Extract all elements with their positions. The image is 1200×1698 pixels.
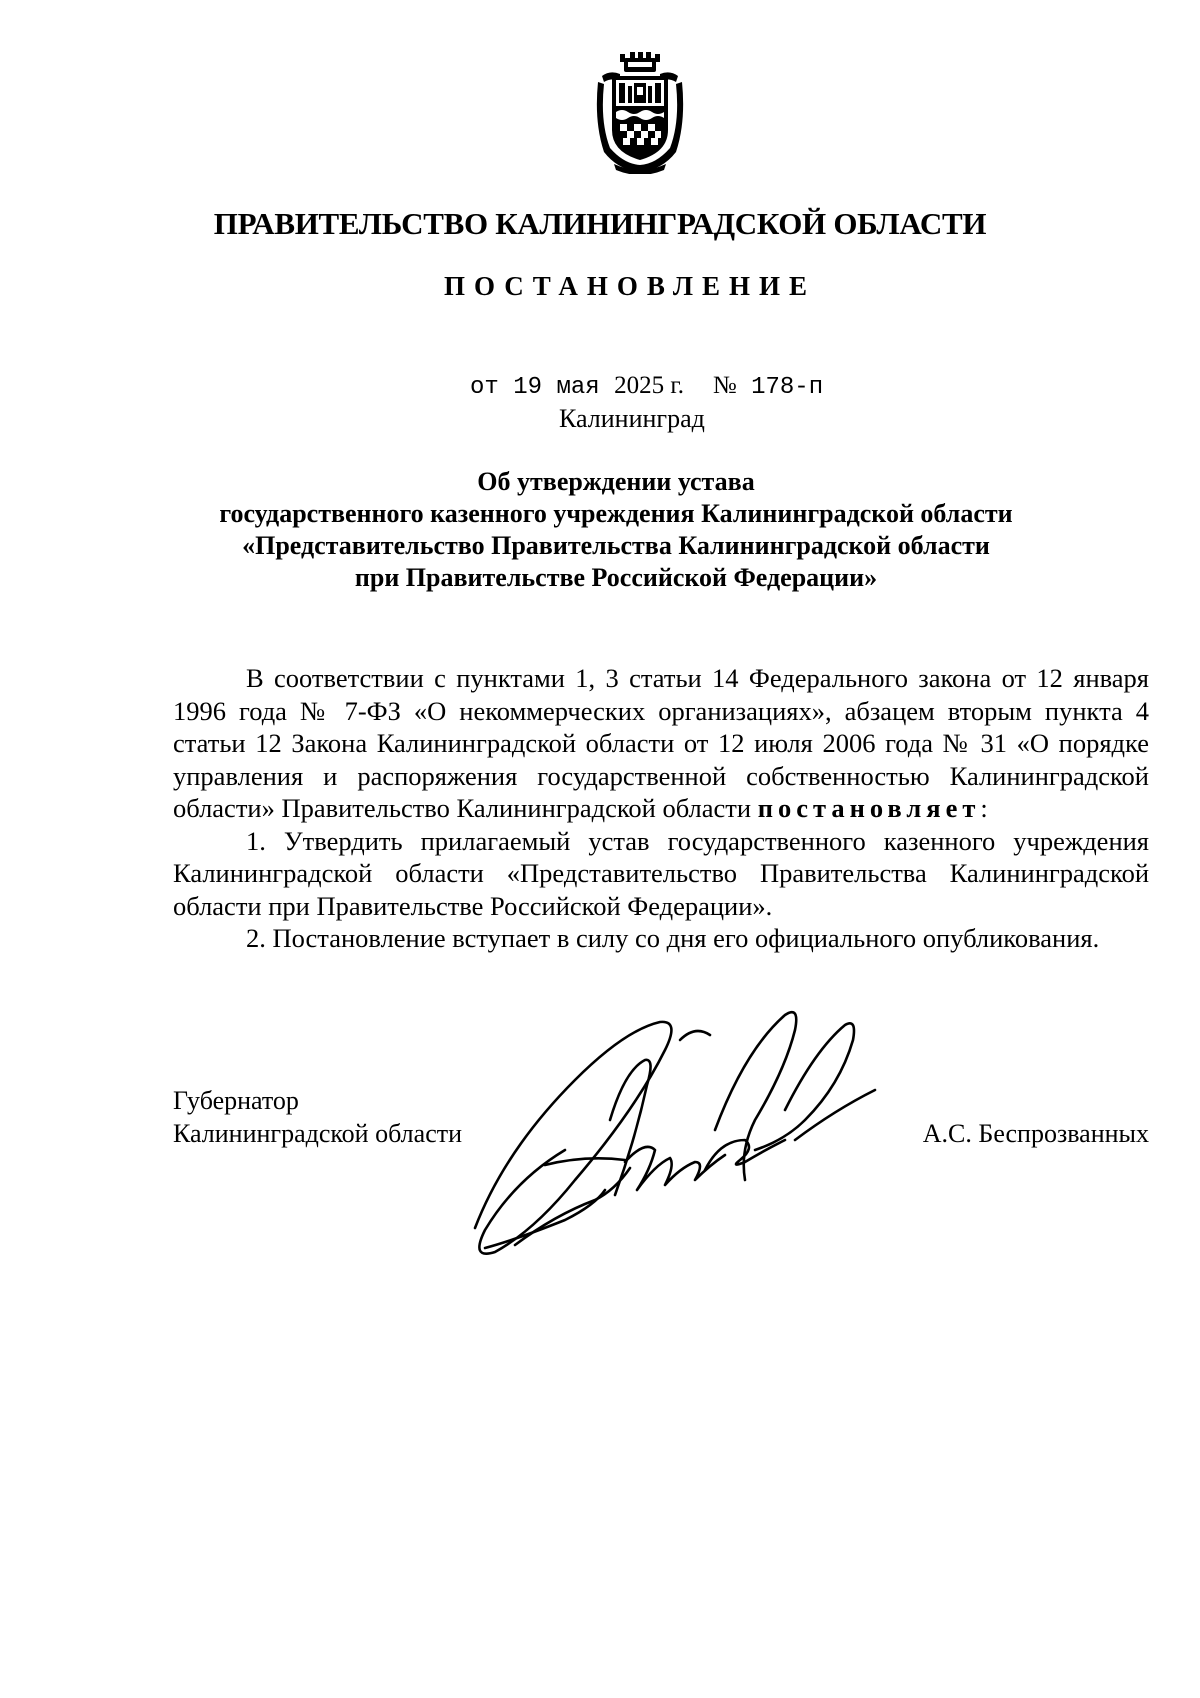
date-month: мая	[556, 374, 600, 401]
resolves-word: постановляет	[757, 793, 981, 823]
date-prefix: от	[470, 374, 499, 401]
date-day: 19	[513, 374, 543, 401]
resolution-item-2: 2. Постановление вступает в силу со дня его официального опубликования.	[246, 923, 1100, 953]
preamble-paragraph	[173, 662, 1149, 825]
number-sign: №	[712, 372, 737, 399]
signatory-title-line: Губернатор	[173, 1086, 299, 1115]
preamble-text: В соответствии с пунктами 1, 3 статьи 14 Федерального закона от 12 января 1996 года № 7-ФЗ «О некоммерческих организациях», абзацем вторым пункта 4 статьи 12 Закона Калининградской области от 12 июля 2006 года № 31 «О порядке управления и распоряжения государственной собственностью Калининградской области» Правительство Калининградской области	[173, 663, 1149, 823]
subject-line: при Правительстве Российской Федерации»	[354, 563, 878, 592]
resolution-item-1: 1. Утвердить прилагаемый устав государственного казенного учреждения Калининградской области «Представительство Правительства Калининградской области при Правительстве Российской Федерации».	[173, 825, 1149, 921]
government-name: ПРАВИТЕЛЬСТВО КАЛИНИНГРАДСКОЙ ОБЛАСТИ	[213, 206, 987, 241]
subject-line: государственного казенного учреждения Калининградской области	[219, 499, 1013, 528]
date-year: 2025	[614, 372, 665, 399]
resolves-colon: :	[980, 793, 988, 823]
document-body	[173, 662, 1149, 955]
signatory-name: А.С. Беспрозванных	[922, 1119, 1149, 1148]
signatory-title-line: Калининградской области	[173, 1119, 463, 1148]
subject-line: «Представительство Правительства Калининградской области	[242, 531, 990, 560]
document-subject	[0, 466, 1200, 594]
issue-city: Калининград	[559, 404, 705, 433]
date-year-suffix: г.	[670, 372, 684, 399]
subject-line: Об утверждении устава	[477, 467, 755, 496]
handwritten-signature-icon	[455, 990, 945, 1280]
document-number: 178-п	[751, 374, 824, 401]
coat-of-arms-icon	[590, 52, 690, 174]
document-type: ПОСТАНОВЛЕНИЕ	[443, 271, 817, 301]
issue-date-number	[470, 372, 823, 401]
